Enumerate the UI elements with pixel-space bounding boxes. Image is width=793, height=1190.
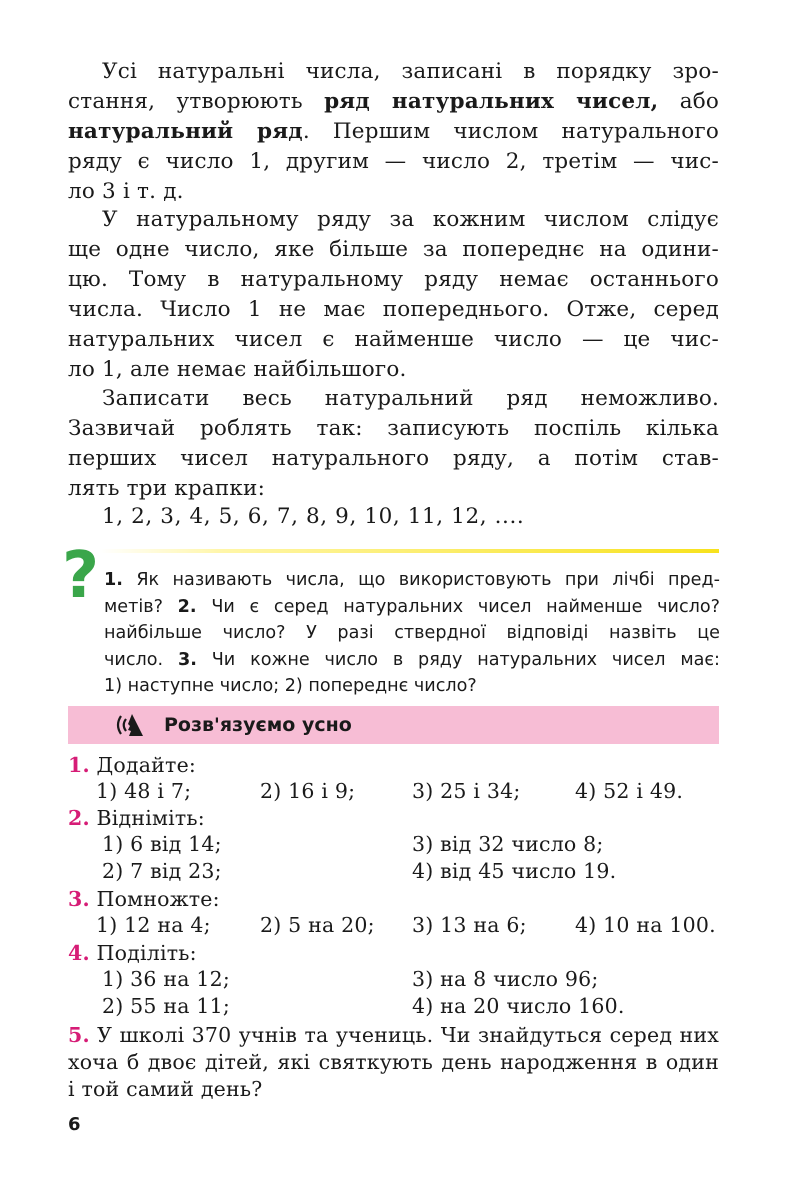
exercise-4-title: 4. Поділіть: [68, 941, 197, 965]
exercise-item: 3) 25 і 34; [412, 779, 521, 803]
text-line: У натуральному ряду за кожним числом слідує [102, 207, 719, 232]
exercise-item: 2) 55 на 11; [102, 994, 230, 1018]
exercise-item: 2) 16 і 9; [260, 779, 356, 803]
text-line: натуральний ряд. Першим числом натурального [68, 119, 719, 144]
exercise-2-title: 2. Відніміть: [68, 806, 205, 830]
question-line: 1. Як називають числа, що використовують при лічбі пред- [104, 570, 720, 590]
oral-section-header [68, 706, 719, 744]
question-mark-icon: ? [62, 539, 100, 613]
text-line: Усі натуральні числа, записані в порядку зро- [102, 59, 719, 84]
exercise-item: 4) від 45 число 19. [412, 859, 617, 883]
exercise-item: 4) на 20 число 160. [412, 994, 625, 1018]
text-line: ряду є число 1, другим — число 2, третім — чис- [68, 149, 719, 174]
paragraph-natural-series-definition [68, 57, 719, 207]
text-line: стання, утворюють ряд натуральних чисел, або [68, 89, 719, 114]
text-line: Зазвичай роблять так: записують поспіль кілька [68, 416, 719, 441]
text-line: числа. Число 1 не має попереднього. Отже, серед [68, 297, 719, 322]
term-natural-numbers-series: ряд натуральних чисел, [324, 89, 659, 114]
question-line: метів? 2. Чи є серед натуральних чисел найменше число? [104, 596, 720, 617]
question-line: число. 3. Чи кожне число в ряду натуральних чисел має: [104, 649, 720, 670]
term-natural-series: натуральний ряд [68, 119, 303, 144]
exercise-item: 4) 10 на 100. [575, 913, 716, 937]
exercise-item: 4) 52 і 49. [575, 779, 684, 803]
exercise-item: 1) 12 на 4; [96, 913, 211, 937]
text-line: ще одне число, яке більше за попереднє на одини- [68, 237, 719, 262]
yellow-divider [100, 549, 719, 553]
natural-sequence: 1, 2, 3, 4, 5, 6, 7, 8, 9, 10, 11, 12, .... [102, 504, 525, 529]
exercise-item: 3) від 32 число 8; [412, 832, 604, 856]
speaking-head-icon [112, 712, 146, 738]
text-line: хоча б двоє дітей, які святкують день народження в один [68, 1050, 719, 1074]
text-line: перших чисел натурального ряду, а потім став- [68, 446, 719, 471]
exercise-item: 3) на 8 число 96; [412, 967, 599, 991]
oral-section-title: Розв'язуємо усно [164, 714, 352, 736]
exercise-item: 3) 13 на 6; [412, 913, 527, 937]
text-line: ло 1, але немає найбільшого. [68, 357, 407, 382]
exercise-item: 1) 6 від 14; [102, 832, 222, 856]
paragraph-successor [68, 205, 719, 385]
exercise-3-title: 3. Помножте: [68, 887, 220, 911]
exercise-item: 1) 48 і 7; [96, 779, 192, 803]
exercise-item: 1) 36 на 12; [102, 967, 230, 991]
exercise-5 [68, 1022, 719, 1103]
text-line: лять три крапки: [68, 476, 266, 501]
exercise-1-title: 1. Додайте: [68, 753, 197, 777]
text-line: ло 3 і т. д. [68, 179, 184, 204]
page-number: 6 [68, 1114, 81, 1135]
text-line: 5. У школі 370 учнів та учениць. Чи знайдуться серед них [68, 1023, 719, 1047]
exercise-item: 2) 5 на 20; [260, 913, 375, 937]
text-line: натуральних чисел є найменше число — це чис- [68, 327, 719, 352]
review-questions [104, 567, 720, 700]
paragraph-writing-series [68, 384, 719, 504]
question-line: 1) наступне число; 2) попереднє число? [104, 676, 477, 696]
text-line: цю. Тому в натуральному ряду немає останнього [68, 267, 719, 292]
question-line: найбільше число? У разі ствердної відповіді назвіть це [104, 623, 720, 643]
exercise-item: 2) 7 від 23; [102, 859, 222, 883]
text-line: і той самий день? [68, 1077, 263, 1101]
text-line: Записати весь натуральний ряд неможливо. [102, 386, 719, 411]
